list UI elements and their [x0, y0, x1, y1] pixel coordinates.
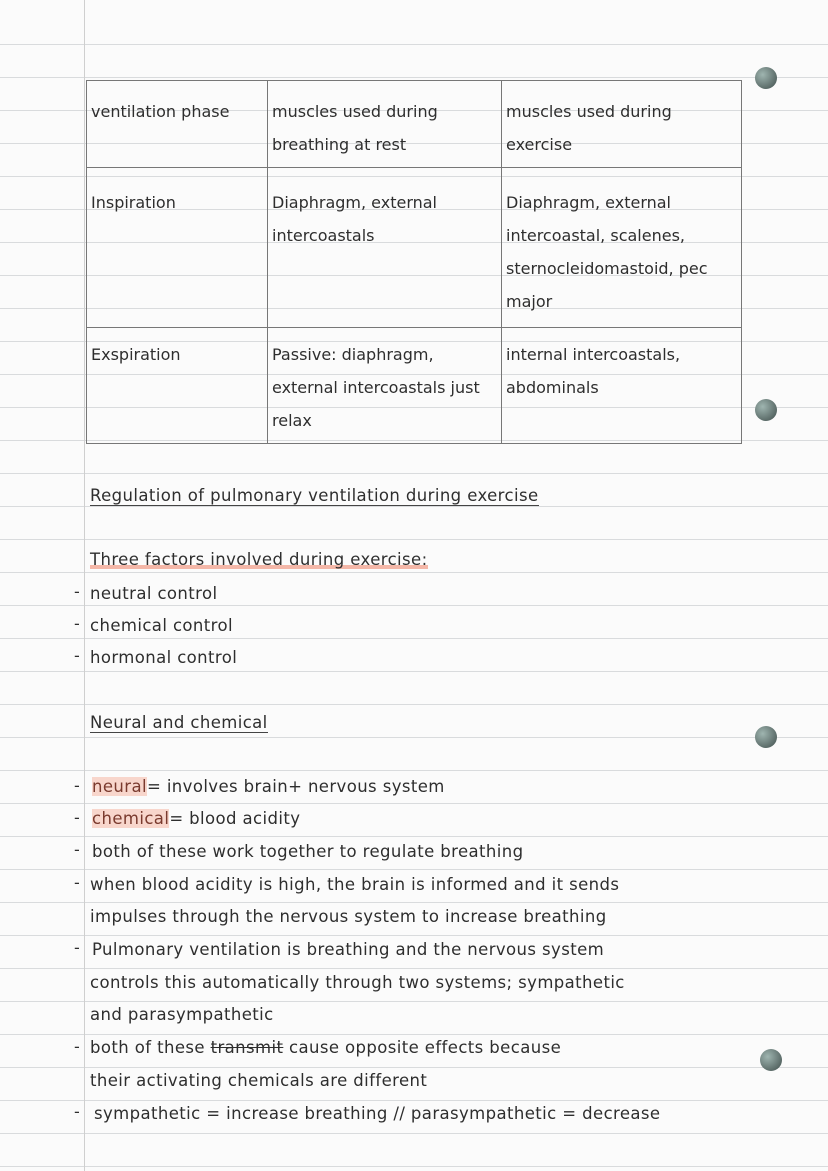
table-cell: Diaphragm, external intercoastal, scalenes, sternocleidomastoid, pec major	[502, 168, 742, 328]
bullet: -	[74, 582, 80, 601]
table-row	[87, 328, 742, 444]
punch-hole-icon	[760, 1049, 782, 1071]
note-line: controls this automatically through two systems; sympathetic	[90, 973, 625, 992]
subheading: Neural and chemical	[90, 713, 268, 732]
table-cell: Diaphragm, external intercoastals	[268, 168, 502, 328]
note-line: their activating chemicals are different	[90, 1071, 428, 1090]
table-row	[87, 168, 742, 328]
table-cell: internal intercoastals, abdominals	[502, 328, 742, 444]
note-text: cause opposite effects because	[288, 1038, 562, 1057]
bullet: -	[74, 1102, 80, 1121]
margin-line	[84, 0, 85, 1171]
highlighted-term: chemical	[92, 809, 170, 828]
bullet: -	[74, 873, 80, 892]
bullet: -	[74, 808, 80, 827]
bullet: -	[74, 776, 80, 795]
punch-hole-icon	[755, 726, 777, 748]
note-line: Pulmonary ventilation is breathing and the nervous system	[92, 940, 605, 959]
note-text: = blood acidity	[169, 809, 301, 828]
table-header-row	[87, 81, 742, 168]
list-item: neutral control	[90, 584, 218, 603]
note-line: both of these work together to regulate breathing	[92, 842, 524, 861]
list-item: chemical control	[90, 616, 233, 635]
bullet: -	[74, 938, 80, 957]
note-line: when blood acidity is high, the brain is informed and it sends	[90, 875, 620, 894]
table-cell: Inspiration	[87, 168, 268, 328]
bullet: -	[74, 840, 80, 859]
note-line	[92, 777, 445, 796]
bullet: -	[74, 614, 80, 633]
bullet: -	[74, 1037, 80, 1056]
table-cell: Passive: diaphragm, external intercoastals just relax	[268, 328, 502, 444]
header-cell: ventilation phase	[87, 81, 268, 168]
punch-hole-icon	[755, 67, 777, 89]
table-cell: Exspiration	[87, 328, 268, 444]
factors-intro: Three factors involved during exercise:	[90, 550, 428, 569]
note-line: and parasympathetic	[90, 1005, 274, 1024]
section-heading: Regulation of pulmonary ventilation during exercise	[90, 486, 539, 505]
header-cell: muscles used during breathing at rest	[268, 81, 502, 168]
header-cell: muscles used during exercise	[502, 81, 742, 168]
highlighted-term: neural	[92, 777, 147, 796]
punch-hole-icon	[755, 399, 777, 421]
list-item: hormonal control	[90, 648, 238, 667]
crossed-out-word: transmit	[210, 1038, 284, 1057]
note-line	[90, 1038, 561, 1057]
note-line	[92, 809, 300, 828]
note-text: both of these	[90, 1038, 205, 1057]
note-text: = involves brain+ nervous system	[146, 777, 445, 796]
muscles-table	[86, 80, 742, 444]
note-line: impulses through the nervous system to increase breathing	[90, 907, 607, 926]
bullet: -	[74, 646, 80, 665]
note-line: sympathetic = increase breathing // parasympathetic = decrease	[94, 1104, 661, 1123]
